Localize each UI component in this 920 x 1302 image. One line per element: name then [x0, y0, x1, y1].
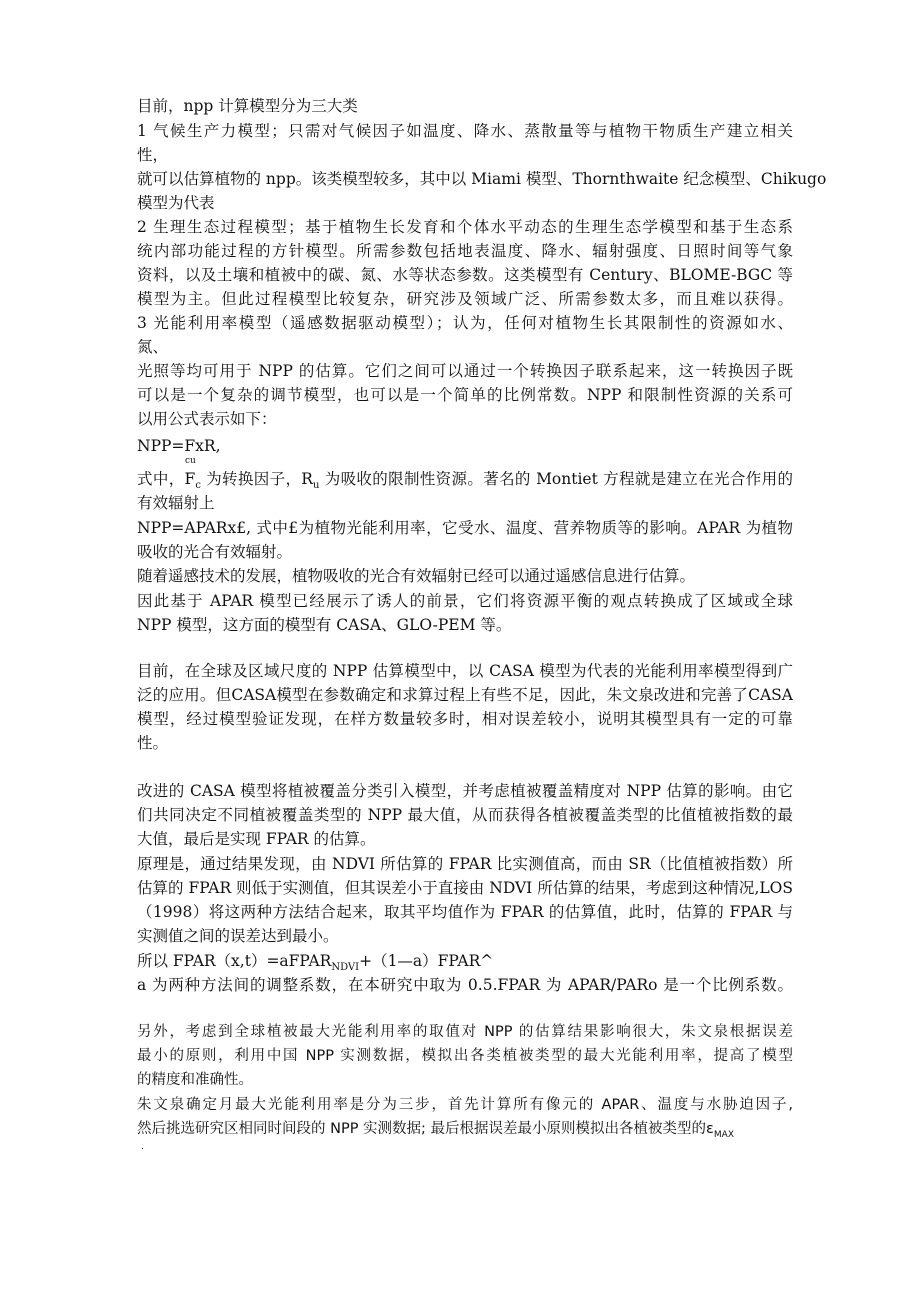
paragraph-line: 吸收的光合有效辐射。 — [137, 543, 293, 561]
paragraph-line: 因此基于 APAR 模型已经展示了诱人的前景，它们将资源平衡的观点转换成了区域或全球 — [137, 592, 793, 610]
formula-fpar — [137, 950, 493, 972]
paragraph-line: a 为两种方法间的调整系数，在本研究中取为 0.5.FPAR 为 APAR/PARo 是一个比例系数。 — [137, 976, 793, 994]
section-title: 目前，npp 计算模型分为三大类 — [137, 97, 358, 115]
paragraph-line: 另外，考虑到全球植被最大光能利用率的取值对 NPP 的估算结果影响很大，朱文泉根据误差 — [137, 1024, 793, 1040]
paragraph-line: 朱文泉确定月最大光能利用率是分为三步，首先计算所有像元的 APAR、温度与水胁迫因子, — [137, 1097, 793, 1113]
paragraph-line: 大值，最后是实现 FPAR 的估算。 — [137, 830, 376, 848]
paragraph-line: 可以是一个复杂的调节模型，也可以是一个简单的比例常数。NPP 和限制性资源的关系可 — [137, 386, 793, 404]
paragraph-line: （1998）将这两种方法结合起来，取其平均值作为 FPAR 的估算值，此时，估算的 FPAR 与 — [137, 903, 793, 921]
paragraph-line: 1 气候生产力模型；只需对气候因子如温度、降水、蒸散量等与植物干物质生产建立相关 — [137, 122, 793, 140]
paragraph-line: 最小的原则，利用中国 NPP 实测数据，模拟出各类植被类型的最大光能利用率，提高了模型 — [137, 1048, 793, 1064]
def-subscript-u: u — [312, 480, 320, 491]
formula-subscript-ndvi: NDVI — [331, 962, 360, 973]
paragraph-line: 统内部功能过程的方针模型。所需参数包括地表温度、降水、辐射强度、日照时间等气象 — [137, 242, 793, 260]
paragraph-line: 泛的应用。但CASA模型在参数确定和求算过程上有些不足，因此，朱文泉改进和完善了CASA — [137, 686, 793, 704]
def-subscript-c: c — [195, 480, 201, 491]
paragraph-line: 模型为主。但此过程模型比较复杂，研究涉及领域广泛、所需参数太多，而且难以获得。 — [137, 290, 793, 308]
paragraph-line: 改进的 CASA 模型将植被覆盖分类引入模型，并考虑植被覆盖精度对 NPP 估算的影响。由它 — [137, 782, 793, 800]
paragraph-line: 氮、 — [137, 338, 169, 356]
paragraph-line: NPP 模型，这方面的模型有 CASA、GLO-PEM 等。 — [137, 616, 512, 634]
formula-subscript: cu — [185, 456, 196, 466]
formula-npp-apar: NPP=APARx£, 式中£为植物光能利用率，它受水、温度、营养物质等的影响。APAR 为植物 — [137, 519, 793, 537]
paragraph-line: 的精度和准确性。 — [137, 1072, 253, 1088]
formula-text: 所以 FPAR（x,t）=aFPAR — [137, 952, 332, 970]
paragraph-line: 性， — [137, 146, 169, 164]
paragraph-line: 以用公式表示如下： — [137, 410, 277, 428]
paragraph-line-emax — [137, 1118, 734, 1140]
paragraph-line: 们共同决定不同植被覆盖类型的 NPP 最大值，从而获得各植被覆盖类型的比值植被指数的最 — [137, 806, 793, 824]
trailing-dot: . — [141, 1142, 144, 1152]
paragraph-line: 光照等均可用于 NPP 的估算。它们之间可以通过一个转换因子联系起来，这一转换因子既 — [137, 362, 793, 380]
paragraph-text: 然后挑选研究区相同时间段的 NPP 实测数据; 最后根据误差最小原则模拟出各植被类型的 — [137, 1121, 707, 1137]
paragraph-line: 性。 — [137, 734, 169, 752]
formula-text: +（1—a）FPAR^ — [359, 952, 494, 970]
paragraph-line: 就可以估算植物的 npp。该类模型较多，其中以 Miami 模型、Thornthwaite 纪念模型、Chikugo — [137, 170, 827, 188]
paragraph-line: 3 光能利用率模型（遥感数据驱动模型）；认为，任何对植物生长其限制性的资源如水、 — [137, 314, 793, 332]
formula-definition-line — [137, 468, 793, 490]
paragraph-line: 有效辐射上 — [137, 494, 215, 512]
def-text: 为吸收的限制性资源。著名的 Montiet 方程就是建立在光合作用的 — [319, 470, 793, 488]
paragraph-line: 资料，以及土壤和植被中的碳、氮、水等状态参数。这类模型有 Century、BLOME-BGC 等 — [137, 266, 793, 284]
paragraph-line: 随着遥感技术的发展，植物吸收的光合有效辐射已经可以通过遥感信息进行估算。 — [137, 567, 696, 585]
paragraph-line: 模型，经过模型验证发现，在样方数量较多时，相对误差较小，说明其模型具有一定的可靠 — [137, 710, 793, 728]
def-text: 式中，F — [137, 470, 196, 488]
emax-subscript: MAX — [713, 1130, 734, 1140]
def-text: 为转换因子，R — [200, 470, 313, 488]
formula-npp-fxr: NPP=FxR, — [137, 437, 221, 455]
paragraph-line: 目前，在全球及区域尺度的 NPP 估算模型中，以 CASA 模型为代表的光能利用率模型得到广 — [137, 662, 793, 680]
paragraph-line: 实测值之间的误差达到最小。 — [137, 927, 339, 945]
paragraph-line: 模型为代表 — [137, 194, 215, 212]
epsilon-symbol: ε — [706, 1121, 714, 1137]
paragraph-line: 估算的 FPAR 则低于实测值，但其误差小于直接由 NDVI 所估算的结果，考虑到这种情况,LOS — [137, 879, 793, 897]
paragraph-line: 2 生理生态过程模型；基于植物生长发育和个体水平动态的生理生态学模型和基于生态系 — [137, 218, 793, 236]
paragraph-line: 原理是，通过结果发现，由 NDVI 所估算的 FPAR 比实测值高，而由 SR（比值植被指数）所 — [137, 855, 793, 873]
